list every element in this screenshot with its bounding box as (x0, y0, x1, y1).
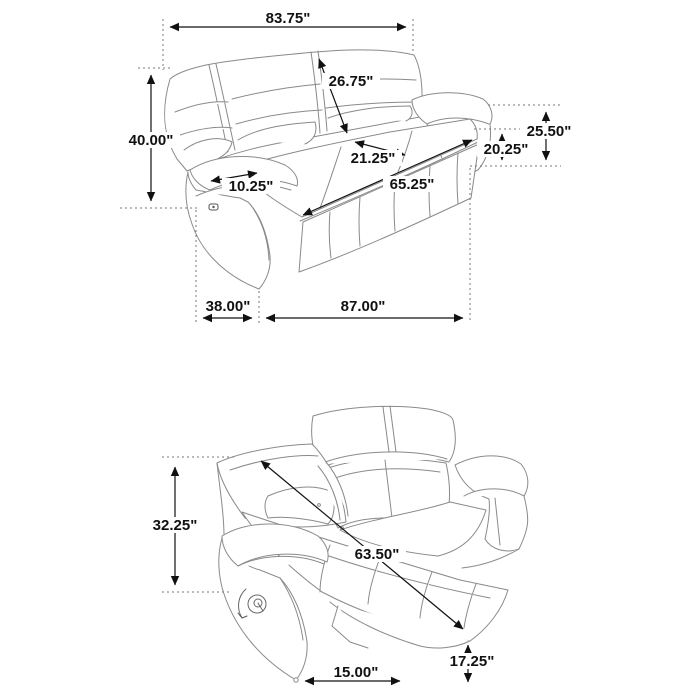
dim-footrest-extension (305, 664, 400, 681)
dim-label-length: 87.00" (340, 298, 386, 315)
dim-label-footrest-extension: 15.00" (333, 664, 379, 681)
sofa-reclined-drawing (217, 406, 528, 682)
dim-footrest-height (443, 645, 501, 682)
dim-label-footrest-height: 17.25" (449, 653, 495, 670)
dim-label-overall-height: 40.00" (128, 132, 174, 149)
dim-length (266, 298, 463, 318)
dim-label-arm-width: 10.25" (228, 178, 274, 195)
dim-label-seat-height: 20.25" (483, 141, 529, 158)
dim-label-reclined-length: 63.50" (354, 546, 400, 563)
dim-label-depth: 38.00" (205, 298, 251, 315)
dim-label-reclined-height: 32.25" (152, 517, 198, 534)
dim-label-arm-height: 25.50" (526, 123, 572, 140)
power-recline-button (209, 204, 218, 210)
dim-label-seat-width: 65.25" (389, 176, 435, 193)
dim-label-seat-depth: 21.25" (350, 150, 396, 167)
dim-label-back-height: 26.75" (328, 73, 374, 90)
dim-label-overall-width: 83.75" (265, 10, 311, 27)
